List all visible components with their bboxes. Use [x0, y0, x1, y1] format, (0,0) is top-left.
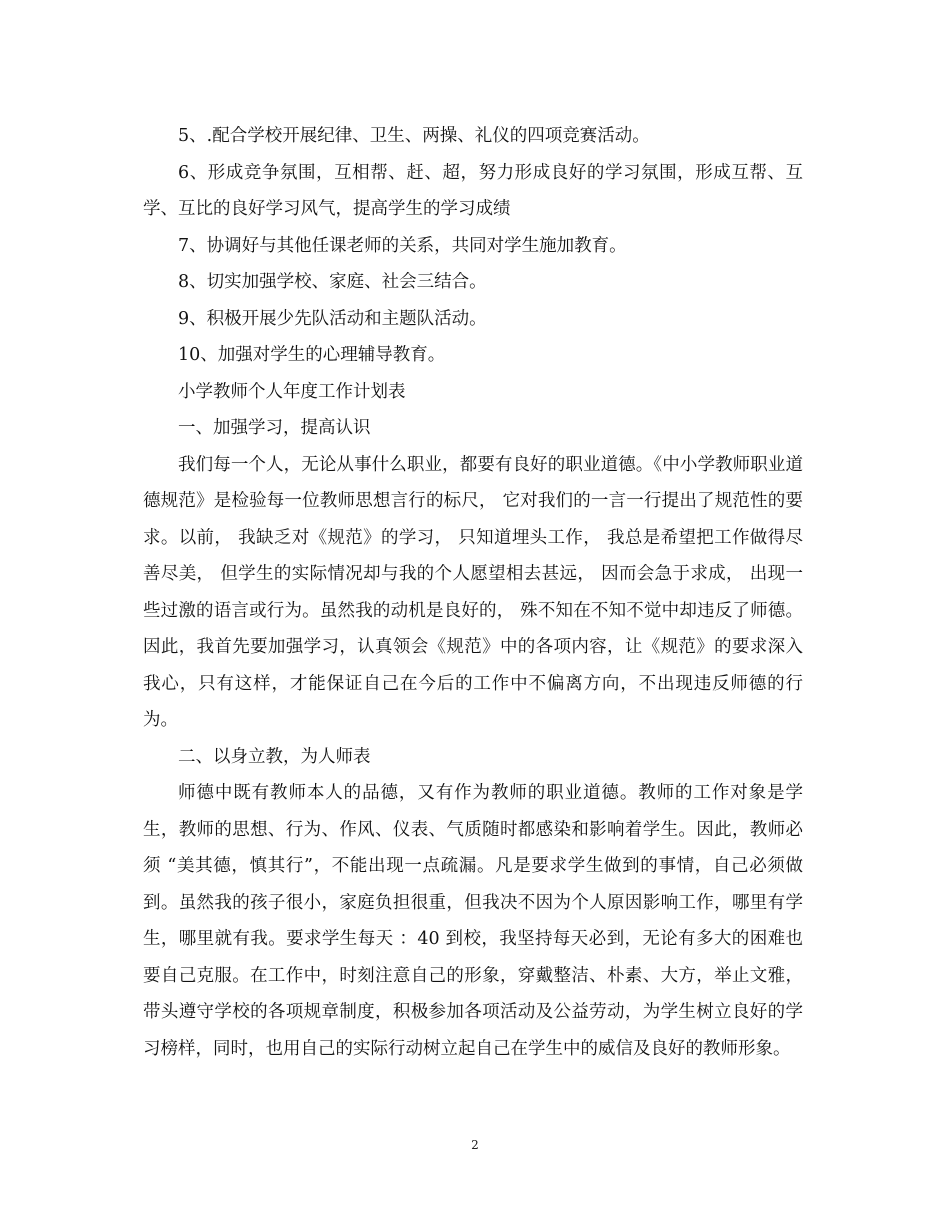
section-title: 小学教师个人年度工作计划表 — [178, 381, 406, 402]
section-heading-1: 一、加强学习，提高认识 — [178, 418, 371, 438]
list-item-9: 9、积极开展少先队活动和主题队活动。 — [178, 308, 487, 329]
list-item-10: 10、加强对学生的心理辅导教育。 — [178, 345, 446, 365]
body-paragraph-2: 师德中既有教师本人的品德，又有作为教师的职业道德。教师的工作对象是学生，教师的思想、行为、作风、仪表、气质随时都感染和影响着学生。因此，教师必须 “美其德，慎其行”，不能出现一点疏漏。凡是要求学生做到的事情，自己必须做到。虽然我的孩子很小，家庭负担很重，但我决不因为个人原因影响工作，哪里有学生，哪里就有我。要求学生每天 ：40 到校，我坚持每天必到，无论有多大的困难也要自己克服。在工作中，时刻注意自己的形象，穿戴整洁、朴素、大方，举止文雅，带头遵守学校的各项规章制度，积极参加各项活动及公益劳动，为学生树立良好的学习榜样，同时，也用自己的实际行动树立起自己在学生中的威信及良好的教师形象。 — [143, 783, 803, 1059]
document-body — [143, 118, 803, 1067]
list-item-8: 8、切实加强学校、家庭、社会三结合。 — [178, 272, 487, 292]
section-heading-2: 二、以身立教，为人师表 — [178, 746, 371, 767]
list-item-7: 7、协调好与其他任课老师的关系，共同对学生施加教育。 — [178, 235, 627, 256]
page-number: 2 — [471, 1138, 479, 1152]
body-paragraph-1: 我们每一个人，无论从事什么职业，都要有良好的职业道德。《中小学教师职业道德规范》是检验每一位教师思想言行的标尺， 它对我们的一言一行提出了规范性的要求。以前， 我缺乏对《规范》的学习， 只知道埋头工作， 我总是希望把工作做得尽善尽美， 但学生的实际情况却与我的个人愿望相去甚远， 因而会急于求成， 出现一些过激的语言或行为。虽然我的动机是良好的， 殊不知在不知不觉中却违反了师德。因此，我首先要加强学习，认真领会《规范》中的各项内容，让《规范》的要求深入我心，只有这样，才能保证自己在今后的工作中不偏离方向，不出现违反师德的行为。 — [143, 454, 803, 730]
list-item-5: 5、.配合学校开展纪律、卫生、两操、礼仪的四项竞赛活动。 — [178, 126, 650, 146]
list-item-6: 6、形成竞争氛围，互相帮、赶、超，努力形成良好的学习氛围，形成互帮、互学、互比的良好学习风气，提高学生的学习成绩 — [143, 162, 803, 219]
